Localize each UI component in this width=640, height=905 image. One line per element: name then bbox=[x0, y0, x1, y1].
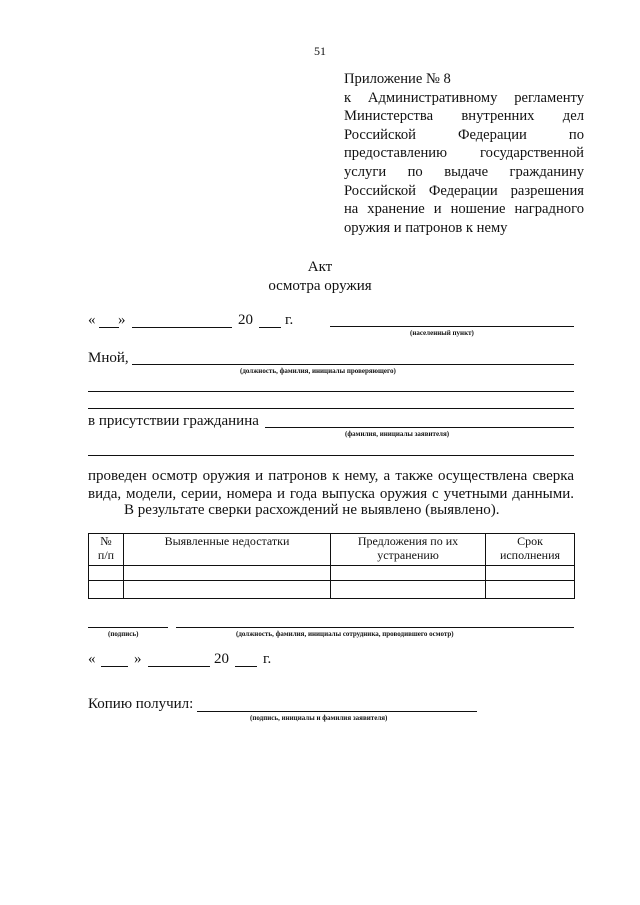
copy-label: Копию получил: bbox=[88, 696, 194, 712]
officer-field[interactable] bbox=[176, 627, 574, 628]
date-month-field[interactable] bbox=[132, 327, 232, 328]
appendix-header bbox=[344, 70, 584, 237]
date2-year-suffix: г. bbox=[263, 651, 272, 667]
table-header-row bbox=[89, 534, 575, 566]
appendix-line: Российской Федерации по bbox=[344, 126, 584, 143]
appendix-line: Приложение № 8 bbox=[344, 71, 451, 87]
table-cell[interactable] bbox=[331, 581, 486, 599]
table-cell[interactable] bbox=[124, 581, 331, 599]
inspector-label: Мной, bbox=[88, 350, 129, 366]
signature-hint: (подпись) bbox=[108, 630, 139, 638]
deficiency-table bbox=[88, 533, 575, 599]
date2-open-quote: « bbox=[88, 651, 96, 667]
body-line-1: проведен осмотр оружия и патронов к нему, а также осуществлена сверка bbox=[88, 468, 574, 484]
header-deficiencies bbox=[124, 534, 331, 566]
signature-field[interactable] bbox=[88, 627, 168, 628]
header-deadline-line-1: Срок bbox=[517, 534, 543, 548]
header-deadline bbox=[486, 534, 575, 566]
inspector-field-line-2[interactable] bbox=[88, 391, 574, 392]
presence-field-line-2[interactable] bbox=[88, 455, 574, 456]
table-row bbox=[89, 581, 575, 599]
presence-hint: (фамилия, инициалы заявителя) bbox=[345, 430, 450, 438]
table-cell[interactable] bbox=[486, 566, 575, 581]
header-deadline-line-2: исполнения bbox=[499, 548, 561, 562]
appendix-line: к Административному регламенту bbox=[344, 89, 584, 106]
date2-month-field[interactable] bbox=[148, 666, 210, 667]
act-subtitle: осмотра оружия bbox=[268, 278, 372, 294]
date2-close-quote: » bbox=[134, 651, 142, 667]
copy-field[interactable] bbox=[197, 711, 477, 712]
date-close-quote: » bbox=[118, 312, 126, 328]
date-open-quote: « bbox=[88, 312, 96, 328]
presence-label: в присутствии гражданина bbox=[88, 413, 259, 429]
header-number bbox=[89, 534, 124, 566]
officer-hint: (должность, фамилия, инициалы сотрудника, проводившего осмотр) bbox=[236, 630, 454, 638]
appendix-line: оружия и патронов к нему bbox=[344, 219, 508, 236]
table-cell[interactable] bbox=[331, 566, 486, 581]
header-deficiencies-text: Выявленные недостатки bbox=[164, 534, 290, 548]
header-proposals-line-1: Предложения по их bbox=[357, 534, 459, 548]
appendix-line: Министерства внутренних дел bbox=[344, 108, 584, 125]
date-day-field[interactable] bbox=[99, 327, 119, 328]
header-number-line-2: п/п bbox=[97, 548, 115, 562]
header-proposals bbox=[331, 534, 486, 566]
appendix-line: Российской Федерации разрешения bbox=[344, 182, 584, 199]
body-line-3: В результате сверки расхождений не выявлено (выявлено). bbox=[124, 502, 500, 518]
place-field[interactable] bbox=[330, 326, 574, 327]
date-year-prefix: 20 bbox=[238, 312, 253, 328]
date2-day-field[interactable] bbox=[101, 666, 128, 667]
table-cell[interactable] bbox=[89, 581, 124, 599]
date2-year-field[interactable] bbox=[235, 666, 257, 667]
copy-hint: (подпись, инициалы и фамилия заявителя) bbox=[250, 714, 388, 722]
page-number: 51 bbox=[314, 44, 326, 58]
appendix-line: на хранение и ношение наградного bbox=[344, 201, 584, 218]
table-cell[interactable] bbox=[89, 566, 124, 581]
header-number-line-1: № bbox=[100, 534, 112, 548]
act-title: Акт bbox=[307, 259, 333, 275]
header-proposals-line-2: устранению bbox=[377, 548, 439, 562]
inspector-field-line-3[interactable] bbox=[88, 408, 574, 409]
date-year-field[interactable] bbox=[259, 327, 281, 328]
presence-field[interactable] bbox=[265, 427, 574, 428]
inspector-hint: (должность, фамилия, инициалы проверяющего) bbox=[240, 367, 396, 375]
place-hint: (населенный пункт) bbox=[410, 329, 474, 337]
table-row bbox=[89, 566, 575, 581]
date-year-suffix: г. bbox=[285, 312, 294, 328]
table-cell[interactable] bbox=[486, 581, 575, 599]
appendix-line: предоставлению государственной bbox=[344, 145, 584, 162]
date2-year-prefix: 20 bbox=[214, 651, 229, 667]
table-cell[interactable] bbox=[124, 566, 331, 581]
appendix-line: услуги по выдаче гражданину bbox=[344, 163, 584, 180]
body-line-2: вида, модели, серии, номера и года выпуска оружия с учетными данными. bbox=[88, 486, 574, 502]
inspector-field[interactable] bbox=[132, 364, 574, 365]
